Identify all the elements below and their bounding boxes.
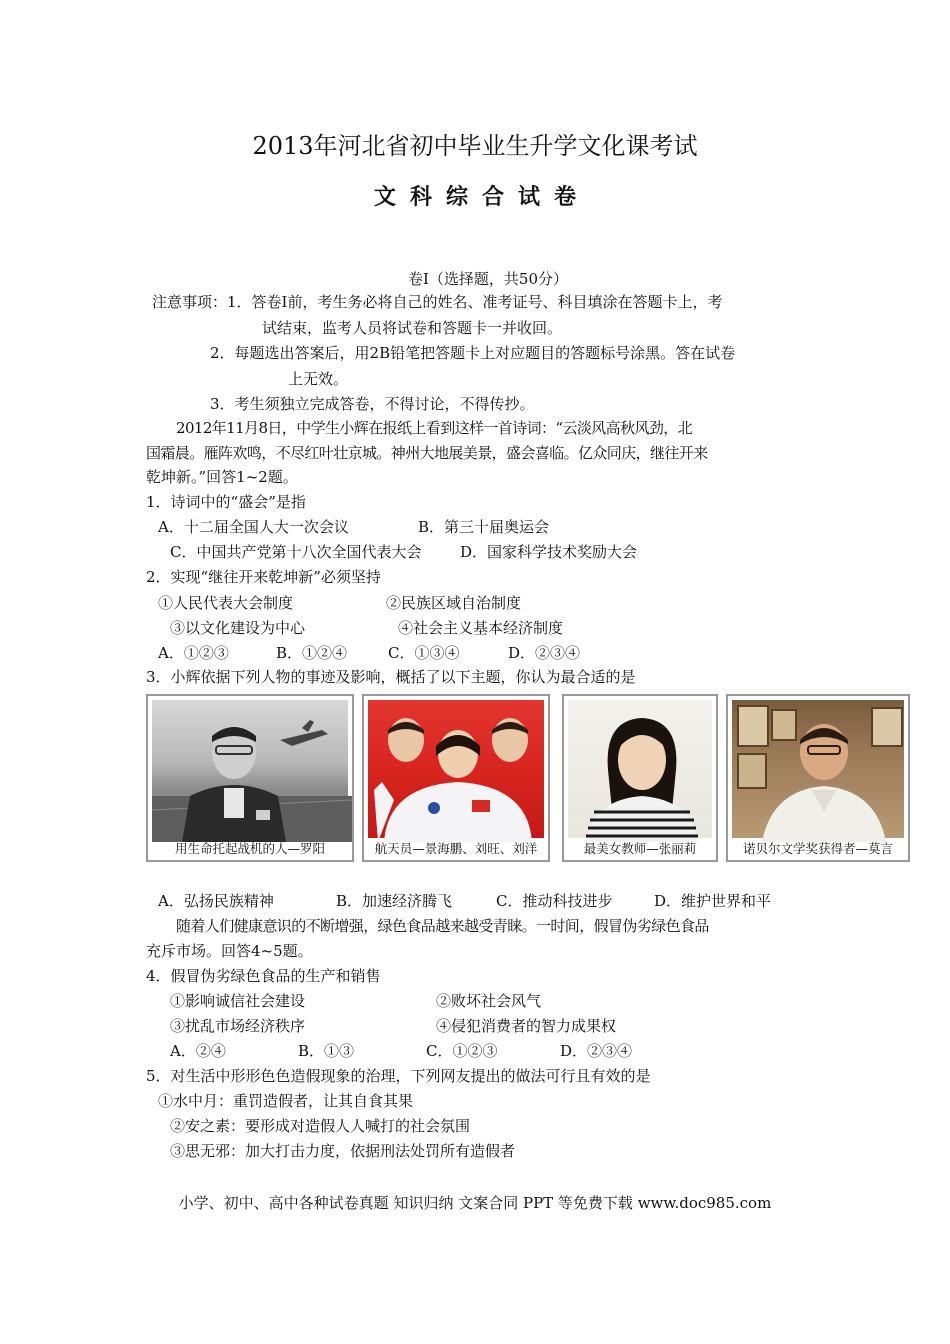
page-footer: 小学、初中、高中各种试卷真题 知识归纳 文案合同 PPT 等免费下载 www.doc985.com xyxy=(178,1194,772,1212)
photo-astronauts xyxy=(362,694,550,862)
question-2-item-1: ①人民代表大会制度 xyxy=(158,594,294,612)
question-5-item-2: ②安之素：要形成对造假人人喊打的社会氛围 xyxy=(170,1117,471,1135)
photo-mo-yan xyxy=(726,694,910,862)
question-4-option-d: D．②③④ xyxy=(560,1042,633,1060)
note-2-line-2: 上无效。 xyxy=(288,370,349,388)
portrait-illustration xyxy=(152,700,352,842)
question-1-stem: 1．诗词中的“盛会”是指 xyxy=(146,493,306,511)
question-5-stem: 5．对生活中形形色色造假现象的治理，下列网友提出的做法可行且有效的是 xyxy=(146,1067,651,1085)
passage-1-line-2: 国霜晨。雁阵欢鸣，不尽红叶壮京城。神州大地展美景，盛会喜临。亿众同庆，继往开来 xyxy=(146,444,708,462)
question-4-stem: 4．假冒伪劣绿色食品的生产和销售 xyxy=(146,967,381,985)
question-4-option-c: C．①②③ xyxy=(426,1042,498,1060)
teacher-illustration xyxy=(568,700,716,842)
question-3-stem: 3．小辉依据下列人物的事迹及影响，概括了以下主题，你认为最合适的是 xyxy=(146,668,636,686)
photo-luo-yang xyxy=(146,694,354,862)
question-3-option-c: C．推动科技进步 xyxy=(496,892,613,910)
question-2-option-d: D．②③④ xyxy=(508,644,581,662)
passage-2-line-2: 充斥市场。回答4~5题。 xyxy=(146,942,313,960)
note-3: 3．考生须独立完成答卷，不得讨论，不得传抄。 xyxy=(210,395,535,413)
passage-1-line-1: 2012年11月8日，中学生小辉在报纸上看到这样一首诗词：“云淡风高秋风劲，北 xyxy=(176,419,693,437)
question-2-stem: 2．实现“继往开来乾坤新”必须坚持 xyxy=(146,568,381,586)
note-2-line-1: 2．每题选出答案后，用2B铅笔把答题卡上对应题目的答题标号涂黑。答在试卷 xyxy=(210,344,736,362)
passage-1-line-3: 乾坤新。”回答1~2题。 xyxy=(146,468,298,486)
question-4-item-2: ②败坏社会风气 xyxy=(436,992,542,1010)
photo-caption-2: 航天员—景海鹏、刘旺、刘洋 xyxy=(374,841,538,856)
question-5-item-3: ③思无邪：加大打击力度，依据刑法处罚所有造假者 xyxy=(170,1142,516,1160)
question-2-option-c: C．①③④ xyxy=(388,644,460,662)
exam-subtitle: 文科综合试卷 xyxy=(373,184,590,210)
note-1-line-2: 试结束，监考人员将试卷和答题卡一并收回。 xyxy=(262,319,563,337)
question-4-item-1: ①影响诚信社会建设 xyxy=(170,992,306,1010)
question-2-item-4: ④社会主义基本经济制度 xyxy=(398,619,564,637)
question-5-item-1: ①水中月：重罚造假者，让其自食其果 xyxy=(158,1092,414,1110)
question-4-option-b: B．①③ xyxy=(298,1042,355,1060)
question-2-item-2: ②民族区域自治制度 xyxy=(386,594,522,612)
question-4-option-a: A．②④ xyxy=(170,1042,226,1060)
question-3-option-b: B．加速经济腾飞 xyxy=(336,892,453,910)
passage-2-line-1: 随着人们健康意识的不断增强，绿色食品越来越受青睐。一时间，假冒伪劣绿色食品 xyxy=(176,917,709,935)
question-4-item-3: ③扰乱市场经济秩序 xyxy=(170,1017,306,1035)
question-1-option-a: A．十二届全国人大一次会议 xyxy=(158,518,349,536)
exam-title: 2013年河北省初中毕业生升学文化课考试 xyxy=(252,132,698,160)
question-1-option-c: C．中国共产党第十八次全国代表大会 xyxy=(170,543,422,561)
question-2-option-b: B．①②④ xyxy=(276,644,348,662)
writer-illustration xyxy=(732,700,908,842)
question-4-item-4: ④侵犯消费者的智力成果权 xyxy=(436,1017,617,1035)
photo-caption-4: 诺贝尔文学奖获得者—莫言 xyxy=(742,841,893,856)
photo-caption-3: 最美女教师—张丽莉 xyxy=(583,841,697,856)
question-3-option-a: A．弘扬民族精神 xyxy=(158,892,274,910)
section-heading: 卷Ⅰ（选择题，共50分） xyxy=(407,270,568,288)
question-1-option-d: D．国家科学技术奖励大会 xyxy=(460,543,638,561)
photo-caption-1: 用生命托起战机的人—罗阳 xyxy=(174,841,325,856)
astronauts-illustration xyxy=(368,700,548,842)
question-3-option-d: D．维护世界和平 xyxy=(654,892,772,910)
question-2-item-3: ③以文化建设为中心 xyxy=(170,619,306,637)
question-1-option-b: B．第三十届奥运会 xyxy=(418,518,550,536)
photo-zhang-lili xyxy=(562,694,718,862)
note-1-line-1: 注意事项：1．答卷Ⅰ前，考生务必将自己的姓名、准考证号、科目填涂在答题卡上，考 xyxy=(152,293,723,311)
question-2-option-a: A．①②③ xyxy=(158,644,229,662)
